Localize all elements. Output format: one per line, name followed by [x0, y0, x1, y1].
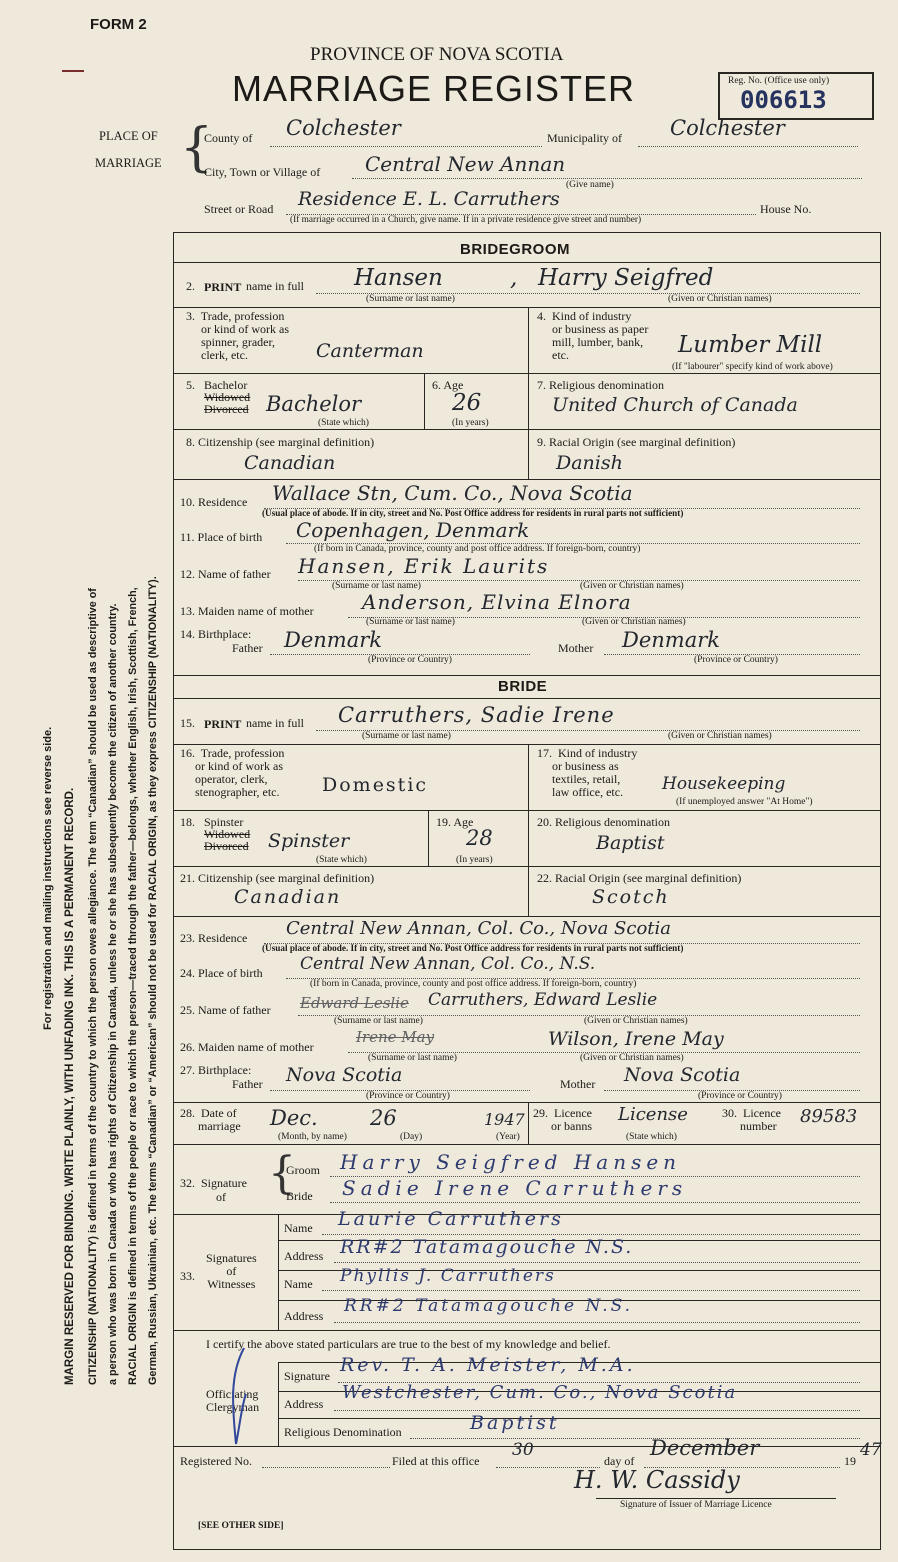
registration-number: 006613 — [740, 86, 827, 114]
witness-2-name-line — [322, 1290, 860, 1291]
groom-father-bp-note: (Province or Country) — [368, 655, 452, 665]
bride-citizenship: Canadian — [234, 886, 342, 908]
clergy-denomination-label: Religious Denomination — [284, 1425, 402, 1439]
field-28-label: 28. Date of marriage — [180, 1106, 241, 1133]
ink-flourish — [226, 1344, 256, 1454]
groom-given-note: (Given or Christian names) — [668, 294, 772, 304]
licence-number: 89583 — [800, 1106, 858, 1127]
see-other-side: [SEE OTHER SIDE] — [198, 1521, 284, 1531]
city-note: (Give name) — [566, 180, 614, 190]
field-12-label: 12. Name of father — [180, 567, 271, 581]
street-value: Residence E. L. Carruthers — [298, 188, 560, 210]
field-15-num: 15. — [180, 716, 195, 730]
clergy-address-label: Address — [284, 1397, 324, 1411]
field-27-father: Father — [232, 1077, 263, 1091]
bride-father-surname-note: (Surname or last name) — [334, 1016, 423, 1026]
groom-age: 26 — [452, 390, 482, 416]
municipality-line — [638, 146, 858, 147]
bride-father-birthplace: Nova Scotia — [286, 1064, 403, 1086]
groom-mother-given-note: (Given or Christian names) — [582, 617, 686, 627]
bride-origin: Scotch — [592, 886, 670, 908]
bride-father-given-note: (Given or Christian names) — [584, 1016, 688, 1026]
marriage-year-note: (Year) — [496, 1132, 520, 1142]
rule-col-groom-2 — [424, 373, 425, 429]
day-of-label: day of — [604, 1454, 635, 1468]
field-16-label: 16. Trade, profession or kind of work as operator, clerk, stenographer, etc. — [180, 746, 285, 799]
place-brace: { — [180, 118, 214, 178]
clergy-address-line — [334, 1410, 860, 1411]
groom-father-surname-note: (Surname or last name) — [332, 581, 421, 591]
field-32-brace: { — [268, 1148, 296, 1199]
witness-2-name: Phyllis J. Carruthers — [340, 1266, 556, 1286]
marriage-month-note: (Month, by name) — [278, 1132, 347, 1142]
field-2-label: name in full — [246, 279, 304, 293]
bride-mother-struck: Irene May — [356, 1028, 435, 1046]
margin-binding-note: MARGIN RESERVED FOR BINDING. WRITE PLAINLY, WITH UNFADING INK. THIS IS A PERMANENT RECORD. — [64, 787, 76, 1385]
bride-surname-note: (Surname or last name) — [362, 731, 451, 741]
field-3-label: 3. Trade, profession or kind of work as spinner, grader, clerk, etc. — [186, 309, 289, 362]
witness-1-name-line — [322, 1234, 860, 1235]
witness-2-address-line — [334, 1322, 860, 1323]
bride-heading: BRIDE — [498, 678, 548, 695]
county-line — [270, 146, 542, 147]
field-17-label: 17. Kind of industry or business as textiles, retail, law office, etc. — [537, 746, 638, 799]
witness-1-name-label: Name — [284, 1221, 313, 1235]
groom-trade: Canterman — [316, 340, 424, 362]
field-11-label: 11. Place of birth — [180, 530, 263, 544]
bride-residence-note: (Usual place of abode. If in city, street and No. Post Office address for residents in rural parts not sufficient) — [262, 943, 684, 953]
field-6-label: 6. Age — [432, 378, 464, 392]
bride-name: Carruthers, Sadie Irene — [338, 703, 615, 727]
witness-1-address-line — [334, 1262, 860, 1263]
margin-racial-definition: RACIAL ORIGIN is defined in terms of the people or race to which the person—traced through the father—belongs, whether English, Irish, Scottish, French, — [127, 587, 139, 1385]
rule-col-bride-3 — [528, 810, 529, 866]
field-14-label: 14. Birthplace: — [180, 627, 252, 641]
field-14-mother: Mother — [558, 641, 594, 655]
field-27-mother: Mother — [560, 1077, 596, 1091]
groom-citizenship: Canadian — [244, 452, 336, 474]
rule-col-groom-3 — [528, 373, 529, 429]
registration-number-box — [718, 72, 874, 120]
field-5-divorced: Divorced — [204, 402, 249, 416]
field-27-label: 27. Birthplace: — [180, 1063, 252, 1077]
rule-bridegroom — [173, 262, 881, 263]
bride-sig-label: Bride — [286, 1189, 313, 1203]
groom-sig-label: Groom — [286, 1163, 320, 1177]
registration-number-label: Reg. No. (Office use only) — [728, 76, 830, 86]
licence-or-banns: License — [618, 1104, 688, 1125]
page-title: MARRIAGE REGISTER — [232, 68, 636, 109]
field-2-num: 2. — [186, 279, 195, 293]
margin-citizenship-definition-2: a person who was born in Canada or who has rights of Citizenship in Canada, unless he or she has subsequently become the citizen of another country. — [107, 603, 119, 1385]
witness-1-name: Laurie Carruthers — [338, 1208, 564, 1230]
rule-col-ceremony-1 — [528, 1102, 529, 1144]
groom-residence: Wallace Stn, Cum. Co., Nova Scotia — [272, 481, 633, 505]
rule-bride-5 — [173, 916, 881, 917]
groom-status-note: (State which) — [318, 418, 369, 428]
groom-mother: Anderson, Elvina Elnora — [362, 590, 632, 614]
county-label: County of — [204, 131, 253, 145]
place-label-2: MARRIAGE — [95, 156, 162, 170]
city-line — [352, 178, 862, 179]
rule-col-bride-2 — [428, 810, 429, 866]
groom-father-birthplace: Denmark — [284, 628, 382, 652]
rule-signatures-top — [173, 1144, 881, 1145]
bridegroom-heading: BRIDEGROOM — [460, 241, 570, 258]
groom-father-given-note: (Given or Christian names) — [580, 581, 684, 591]
bride-given-note: (Given or Christian names) — [668, 731, 772, 741]
bride-mother: Wilson, Irene May — [548, 1028, 724, 1050]
rule-col-groom-1 — [528, 307, 529, 373]
groom-industry-note: (If "labourer" specify kind of work above) — [672, 362, 833, 372]
groom-surname-note: (Surname or last name) — [366, 294, 455, 304]
pen-mark — [62, 70, 84, 72]
field-20-label: 20. Religious denomination — [537, 815, 670, 829]
bride-age: 28 — [466, 826, 493, 850]
field-22-label: 22. Racial Origin (see marginal definition) — [537, 871, 742, 885]
bride-birthplace-note: (If born in Canada, province, county and post office address. If foreign-born, country) — [310, 979, 637, 989]
groom-age-note: (In years) — [452, 418, 489, 428]
groom-mother-surname-note: (Surname or last name) — [366, 617, 455, 627]
bride-mother-surname-note: (Surname or last name) — [368, 1053, 457, 1063]
bride-trade: Domestic — [322, 774, 429, 796]
field-18-spinster: Spinster — [204, 815, 244, 829]
marriage-day: 26 — [370, 1106, 397, 1130]
rule-bride-3 — [173, 810, 881, 811]
rule-bride-1 — [173, 698, 881, 699]
groom-religion: United Church of Canada — [552, 394, 798, 416]
rule-ceremony-top — [173, 1102, 881, 1103]
certify-statement: I certify the above stated particulars are true to the best of my knowledge and belief. — [206, 1337, 611, 1351]
field-18-widowed: Widowed — [204, 827, 251, 841]
street-note: (If marriage occurred in a Church, give name. If in a private residence give street and number) — [290, 215, 642, 225]
field-26-label: 26. Maiden name of mother — [180, 1040, 314, 1054]
marriage-day-note: (Day) — [400, 1132, 423, 1142]
field-2-print: PRINT — [204, 280, 242, 294]
margin-racial-definition-2: German, Russian, Ukrainian, etc. The terms “Canadian” or “American” should not be used for RACIAL ORIGIN, as they express CITIZENSHIP (NATIONALITY). — [147, 576, 159, 1385]
field-18-divorced: Divorced — [204, 839, 249, 853]
field-24-label: 24. Place of birth — [180, 966, 263, 980]
clergy-denomination-line — [410, 1438, 860, 1439]
field-14-father: Father — [232, 641, 263, 655]
witness-2-address-label: Address — [284, 1309, 324, 1323]
field-5-bachelor: Bachelor — [204, 378, 248, 392]
rule-col-bride-4 — [528, 866, 529, 916]
field-25-label: 25. Name of father — [180, 1003, 271, 1017]
bride-father: Carruthers, Edward Leslie — [428, 990, 658, 1010]
rule-col-groom-4 — [528, 429, 529, 479]
groom-given: Harry Seigfred — [538, 265, 714, 291]
groom-surname: Hansen — [354, 265, 443, 291]
rule-groom-3 — [173, 373, 881, 374]
province-heading: PROVINCE OF NOVA SCOTIA — [310, 44, 564, 65]
bride-signature: Sadie Irene Carruthers — [342, 1176, 688, 1200]
field-32-label: 32. Signature of — [180, 1176, 247, 1204]
bride-industry: Housekeeping — [662, 774, 786, 794]
issuer-label: Signature of Issuer of Marriage Licence — [620, 1500, 772, 1510]
field-15-print: PRINT — [204, 717, 242, 731]
rule-groom-5 — [173, 479, 881, 480]
field-8-label: 8. Citizenship (see marginal definition) — [186, 435, 375, 449]
field-29-label: 29. Licence or banns — [533, 1106, 592, 1133]
field-33-num: 33. — [180, 1269, 195, 1283]
city-value: Central New Annan — [365, 152, 566, 176]
house-label: House No. — [760, 202, 812, 216]
licence-note: (State which) — [626, 1132, 677, 1142]
groom-industry: Lumber Mill — [678, 332, 823, 358]
form-number: FORM 2 — [90, 16, 147, 33]
clergy-denomination: Baptist — [470, 1412, 560, 1434]
bride-residence: Central New Annan, Col. Co., Nova Scotia — [286, 918, 671, 939]
clergy-signature-label: Signature — [284, 1369, 330, 1383]
municipality-label: Municipality of — [547, 131, 622, 145]
field-7-label: 7. Religious denomination — [537, 378, 664, 392]
field-15-label: name in full — [246, 716, 304, 730]
marriage-month: Dec. — [270, 1106, 318, 1130]
field-23-label: 23. Residence — [180, 931, 248, 945]
witness-2-address: RR#2 Tatamagouche N.S. — [344, 1296, 634, 1316]
filed-day: 30 — [512, 1440, 534, 1460]
filed-year-prefix: 19 — [844, 1454, 856, 1468]
field-10-label: 10. Residence — [180, 495, 248, 509]
bride-status: Spinster — [268, 830, 350, 852]
city-label: City, Town or Village of — [204, 165, 321, 179]
groom-signature: Harry Seigfred Hansen — [340, 1150, 682, 1174]
registered-label: Registered No. — [180, 1454, 252, 1468]
rule-clergy-col — [278, 1362, 279, 1446]
rule-bride-4 — [173, 866, 881, 867]
field-9-label: 9. Racial Origin (see marginal definition) — [537, 435, 736, 449]
field-21-label: 21. Citizenship (see marginal definition) — [180, 871, 375, 885]
groom-origin: Danish — [556, 452, 623, 474]
rule-bride-2 — [173, 744, 881, 745]
groom-name-comma: , — [510, 265, 518, 291]
field-5-widowed: Widowed — [204, 390, 251, 404]
place-label-1: PLACE OF — [99, 129, 158, 143]
bride-status-note: (State which) — [316, 855, 367, 865]
margin-instructions: For registration and mailing instructions see reverse side. — [42, 726, 54, 1030]
rule-bride-top — [173, 675, 881, 676]
bride-industry-note: (If unemployed answer "At Home") — [676, 797, 813, 807]
street-label: Street or Road — [204, 202, 274, 216]
marriage-year: 1947 — [484, 1110, 525, 1129]
bride-sig-line — [330, 1202, 860, 1203]
bride-age-note: (In years) — [456, 855, 493, 865]
field-13-label: 13. Maiden name of mother — [180, 604, 314, 618]
witness-1-address-label: Address — [284, 1249, 324, 1263]
bride-father-bp-note: (Province or Country) — [366, 1091, 450, 1101]
bride-birthplace: Central New Annan, Col. Co., N.S. — [300, 954, 596, 974]
rule-clergy-3 — [278, 1418, 881, 1419]
registered-line — [262, 1467, 390, 1468]
rule-witness-col — [278, 1214, 279, 1330]
filed-month: December — [650, 1436, 760, 1460]
municipality-value: Colchester — [670, 116, 785, 140]
field-18-num: 18. — [180, 815, 195, 829]
groom-birthplace-note: (If born in Canada, province, county and post office address. If foreign-born, country) — [314, 544, 641, 554]
field-4-label: 4. Kind of industry or business as paper mill, lumber, bank, etc. — [537, 309, 649, 362]
groom-residence-note: (Usual place of abode. If in city, street and No. Post Office address for residents in rural parts not sufficient) — [262, 508, 684, 518]
groom-mother-bp-note: (Province or Country) — [694, 655, 778, 665]
bride-mother-given-note: (Given or Christian names) — [580, 1053, 684, 1063]
witness-2-name-label: Name — [284, 1277, 313, 1291]
issuer-signature: H. W. Cassidy — [574, 1466, 740, 1494]
clergy-address: Westchester, Cum. Co., Nova Scotia — [342, 1382, 738, 1403]
clergy-label: Officiating Clergyman — [206, 1387, 260, 1414]
field-19-label: 19. Age — [436, 815, 474, 829]
county-value: Colchester — [286, 116, 401, 140]
groom-status: Bachelor — [266, 392, 362, 416]
bride-mother-bp-note: (Province or Country) — [698, 1091, 782, 1101]
groom-father: Hansen, Erik Laurits — [298, 554, 550, 578]
rule-clergy-top — [173, 1330, 881, 1331]
witness-label: Signatures of Witnesses — [206, 1251, 257, 1291]
filed-year-suffix: 47 — [860, 1440, 882, 1460]
bride-mother-birthplace: Nova Scotia — [624, 1064, 741, 1086]
groom-birthplace: Copenhagen, Denmark — [296, 518, 530, 542]
filed-label: Filed at this office — [392, 1454, 480, 1468]
issuer-line — [596, 1498, 836, 1499]
rule-groom-4 — [173, 429, 881, 430]
field-30-label: 30. Licence number — [722, 1106, 781, 1133]
bride-religion: Baptist — [596, 832, 665, 854]
rule-col-bride-1 — [528, 744, 529, 810]
groom-mother-birthplace: Denmark — [622, 628, 720, 652]
witness-1-address: RR#2 Tatamagouche N.S. — [340, 1236, 634, 1258]
field-5-num: 5. — [186, 378, 195, 392]
clergy-signature: Rev. T. A. Meister, M.A. — [340, 1354, 636, 1376]
bride-father-struck: Edward Leslie — [300, 994, 409, 1012]
rule-groom-2 — [173, 307, 881, 308]
margin-citizenship-definition: CITIZENSHIP (NATIONALITY) is defined in terms of the country to which the person owes allegiance. The term “Canadian” should be used as descriptive of — [87, 588, 99, 1385]
